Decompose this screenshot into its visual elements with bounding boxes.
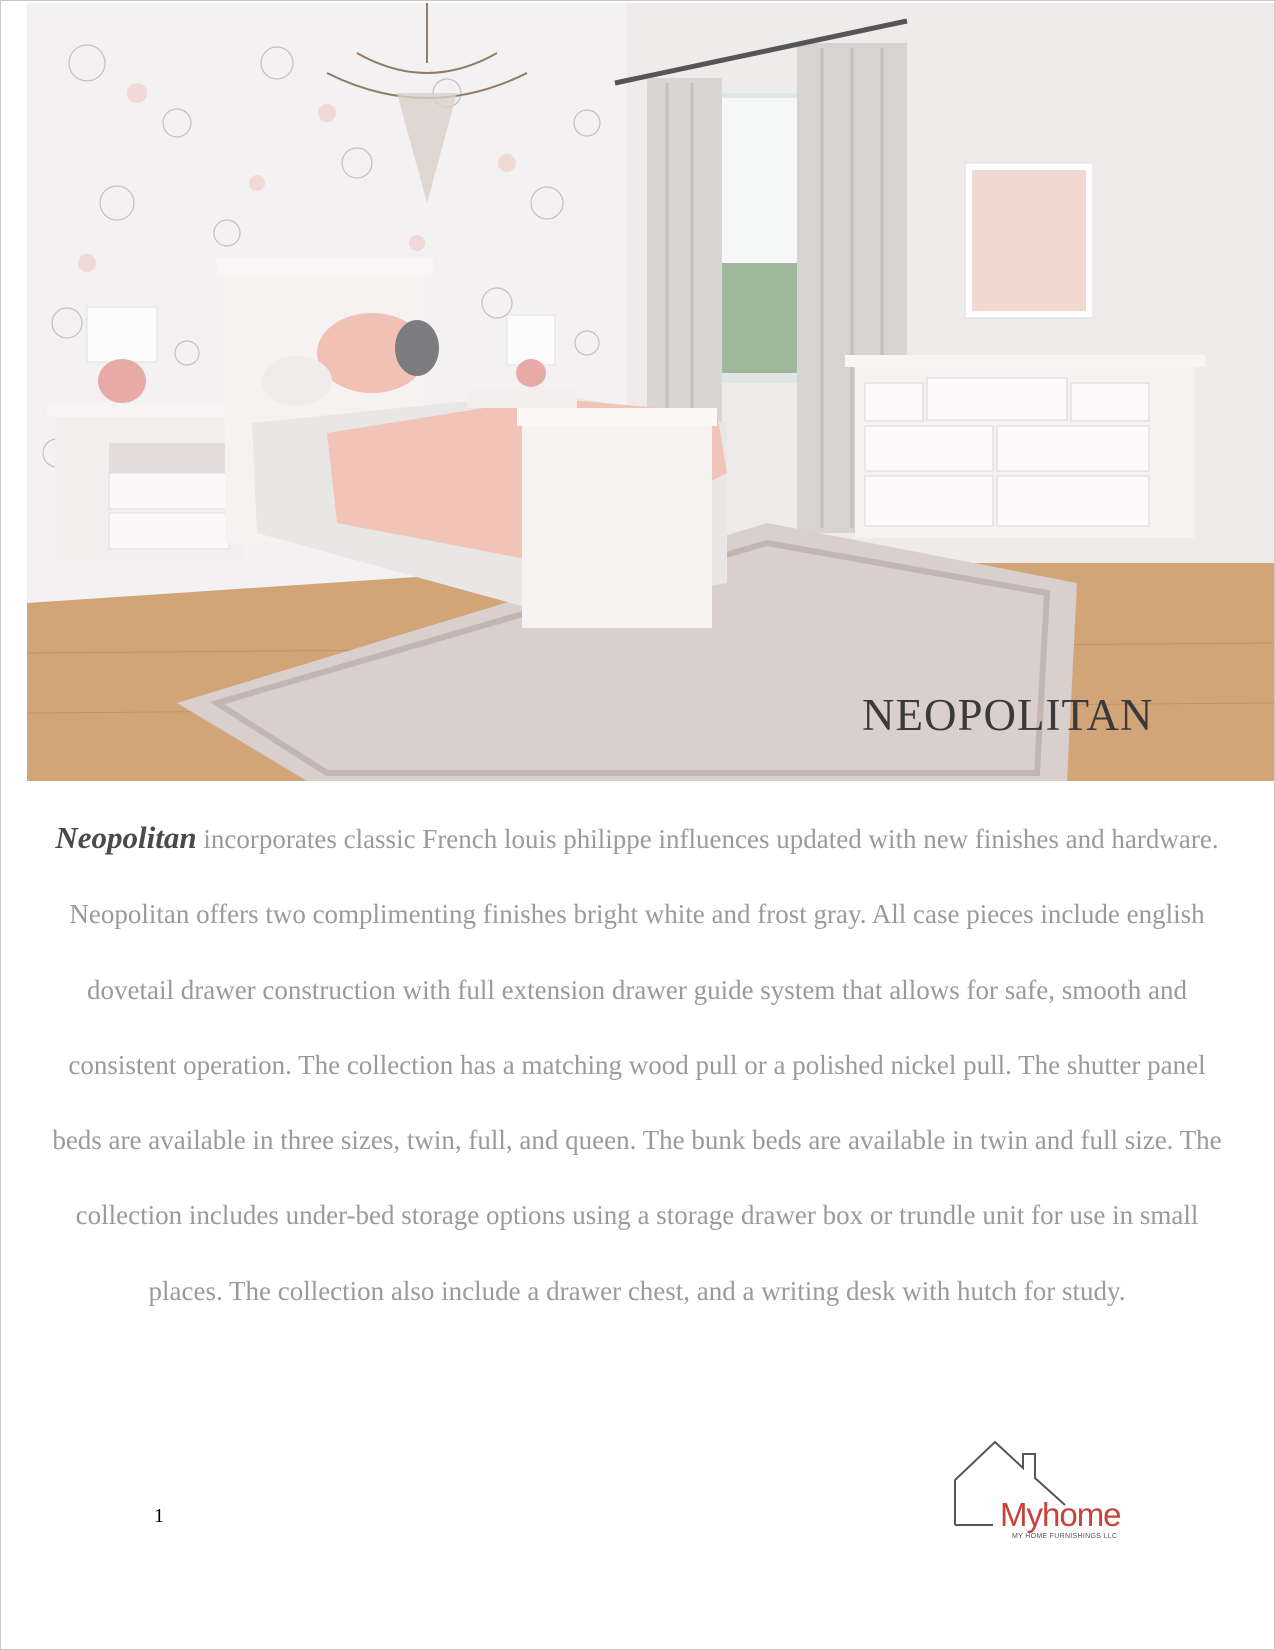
collection-title: NEOPOLITAN xyxy=(862,690,1154,740)
hero-image xyxy=(27,3,1274,781)
collection-description xyxy=(48,800,1226,1329)
description-text: incorporates classic French louis philippe influences updated with new finishes and hardware. Neopolitan offers two complimenting finishes bright white and frost gray. All case pieces include english dovetail drawer construction with full extension drawer guide system that allows for safe, smooth and consistent operation. The collection has a matching wood pull or a polished nickel pull. The shutter panel beds are available in three sizes, twin, full, and queen. The bunk beds are available in twin and full size. The collection includes under-bed storage options using a storage drawer box or trundle unit for use in small places. The collection also include a drawer chest, and a writing desk with hutch for study. xyxy=(52,824,1222,1306)
brand-name: Neopolitan xyxy=(55,820,197,855)
page-number: 1 xyxy=(154,1505,164,1527)
logo-wordmark: Myhome xyxy=(1000,1496,1121,1533)
logo-subtext: MY HOME FURNISHINGS LLC xyxy=(1012,1533,1118,1540)
bedroom-photo xyxy=(27,3,1274,781)
